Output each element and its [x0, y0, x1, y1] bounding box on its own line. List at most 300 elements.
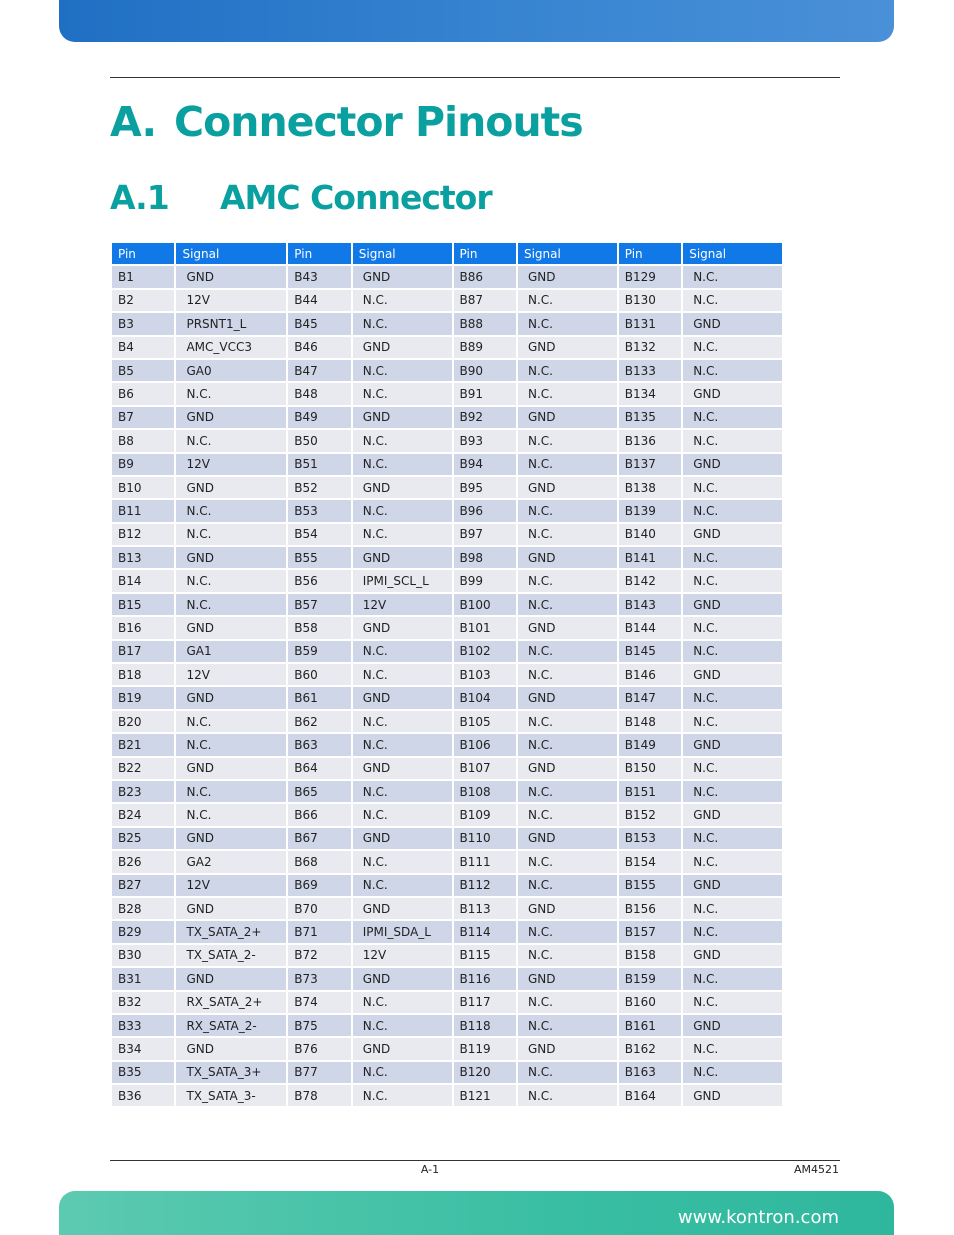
- pin-cell: B44: [288, 290, 350, 311]
- table-row: [112, 266, 782, 287]
- pin-cell: B131: [619, 313, 681, 334]
- pin-cell: B109: [454, 804, 516, 825]
- pin-cell: B69: [288, 875, 350, 896]
- table-row: [112, 430, 782, 451]
- signal-cell: N.C.: [518, 524, 617, 545]
- signal-cell: GND: [518, 1038, 617, 1059]
- signal-cell: N.C.: [176, 711, 286, 732]
- pin-cell: B95: [454, 477, 516, 498]
- signal-cell: N.C.: [683, 266, 782, 287]
- pin-cell: B93: [454, 430, 516, 451]
- signal-cell: GND: [518, 337, 617, 358]
- pin-cell: B65: [288, 781, 350, 802]
- pin-cell: B15: [112, 594, 174, 615]
- pin-cell: B16: [112, 617, 174, 638]
- pin-cell: B132: [619, 337, 681, 358]
- table-row: [112, 1062, 782, 1083]
- signal-cell: TX_SATA_3-: [176, 1085, 286, 1106]
- signal-cell: GND: [353, 898, 452, 919]
- pin-cell: B119: [454, 1038, 516, 1059]
- signal-cell: GND: [176, 617, 286, 638]
- signal-cell: GND: [683, 594, 782, 615]
- signal-cell: N.C.: [353, 875, 452, 896]
- signal-cell: N.C.: [518, 875, 617, 896]
- signal-cell: GND: [683, 524, 782, 545]
- pin-cell: B48: [288, 383, 350, 404]
- signal-cell: N.C.: [518, 804, 617, 825]
- signal-cell: TX_SATA_2+: [176, 921, 286, 942]
- table-row: [112, 968, 782, 989]
- signal-cell: N.C.: [353, 641, 452, 662]
- pin-cell: B153: [619, 828, 681, 849]
- pin-cell: B99: [454, 570, 516, 591]
- signal-cell: N.C.: [683, 828, 782, 849]
- signal-cell: N.C.: [353, 500, 452, 521]
- pin-cell: B136: [619, 430, 681, 451]
- signal-cell: GND: [176, 407, 286, 428]
- pin-cell: B103: [454, 664, 516, 685]
- pin-cell: B161: [619, 1015, 681, 1036]
- pin-cell: B135: [619, 407, 681, 428]
- signal-cell: N.C.: [353, 1015, 452, 1036]
- signal-cell: GND: [353, 687, 452, 708]
- website-link[interactable]: www.kontron.com: [677, 1207, 839, 1228]
- table-body: [112, 266, 782, 1106]
- table-row: [112, 711, 782, 732]
- pin-cell: B18: [112, 664, 174, 685]
- signal-cell: N.C.: [353, 664, 452, 685]
- signal-cell: N.C.: [683, 407, 782, 428]
- signal-cell: N.C.: [683, 1038, 782, 1059]
- pin-cell: B97: [454, 524, 516, 545]
- pin-cell: B63: [288, 734, 350, 755]
- signal-cell: N.C.: [683, 290, 782, 311]
- pin-cell: B11: [112, 500, 174, 521]
- table-row: [112, 337, 782, 358]
- signal-cell: N.C.: [518, 945, 617, 966]
- signal-cell: GND: [683, 875, 782, 896]
- table-row: [112, 290, 782, 311]
- table-row: [112, 570, 782, 591]
- signal-cell: GND: [353, 617, 452, 638]
- pin-cell: B17: [112, 641, 174, 662]
- table-row: [112, 313, 782, 334]
- section-number: A.1: [110, 178, 169, 217]
- pin-cell: B53: [288, 500, 350, 521]
- signal-cell: 12V: [353, 945, 452, 966]
- table-row: [112, 851, 782, 872]
- signal-cell: N.C.: [683, 360, 782, 381]
- pin-cell: B76: [288, 1038, 350, 1059]
- pin-cell: B98: [454, 547, 516, 568]
- table-row: [112, 921, 782, 942]
- signal-cell: N.C.: [176, 383, 286, 404]
- pin-cell: B156: [619, 898, 681, 919]
- signal-cell: N.C.: [683, 851, 782, 872]
- signal-cell: 12V: [353, 594, 452, 615]
- signal-cell: N.C.: [518, 430, 617, 451]
- pin-cell: B115: [454, 945, 516, 966]
- pin-cell: B46: [288, 337, 350, 358]
- signal-cell: N.C.: [683, 898, 782, 919]
- table-row: [112, 454, 782, 475]
- column-header-pin: Pin: [454, 243, 516, 264]
- pin-cell: B150: [619, 758, 681, 779]
- signal-cell: GND: [518, 828, 617, 849]
- table-row: [112, 758, 782, 779]
- signal-cell: GND: [176, 687, 286, 708]
- signal-cell: RX_SATA_2+: [176, 992, 286, 1013]
- pin-cell: B117: [454, 992, 516, 1013]
- pin-cell: B49: [288, 407, 350, 428]
- pin-cell: B61: [288, 687, 350, 708]
- pin-cell: B110: [454, 828, 516, 849]
- signal-cell: GND: [176, 758, 286, 779]
- pin-cell: B50: [288, 430, 350, 451]
- pin-cell: B21: [112, 734, 174, 755]
- signal-cell: N.C.: [353, 1085, 452, 1106]
- signal-cell: N.C.: [176, 524, 286, 545]
- signal-cell: N.C.: [176, 734, 286, 755]
- table-row: [112, 781, 782, 802]
- pin-cell: B142: [619, 570, 681, 591]
- pin-cell: B10: [112, 477, 174, 498]
- signal-cell: GND: [683, 664, 782, 685]
- signal-cell: N.C.: [518, 383, 617, 404]
- signal-cell: N.C.: [683, 337, 782, 358]
- chapter-number: A.: [110, 98, 157, 146]
- pin-cell: B147: [619, 687, 681, 708]
- signal-cell: GND: [353, 828, 452, 849]
- signal-cell: GND: [518, 477, 617, 498]
- table-row: [112, 1085, 782, 1106]
- pin-cell: B87: [454, 290, 516, 311]
- signal-cell: N.C.: [683, 992, 782, 1013]
- signal-cell: N.C.: [683, 477, 782, 498]
- signal-cell: GND: [518, 758, 617, 779]
- signal-cell: N.C.: [683, 570, 782, 591]
- signal-cell: TX_SATA_2-: [176, 945, 286, 966]
- pin-cell: B101: [454, 617, 516, 638]
- pin-cell: B102: [454, 641, 516, 662]
- table-row: [112, 360, 782, 381]
- signal-cell: GND: [683, 454, 782, 475]
- signal-cell: N.C.: [683, 968, 782, 989]
- pin-cell: B129: [619, 266, 681, 287]
- signal-cell: 12V: [176, 875, 286, 896]
- pin-cell: B130: [619, 290, 681, 311]
- table-row: [112, 407, 782, 428]
- pin-cell: B163: [619, 1062, 681, 1083]
- pinout-table: [110, 241, 784, 1108]
- signal-cell: TX_SATA_3+: [176, 1062, 286, 1083]
- pin-cell: B88: [454, 313, 516, 334]
- signal-cell: GND: [353, 1038, 452, 1059]
- pin-cell: B58: [288, 617, 350, 638]
- table-row: [112, 524, 782, 545]
- signal-cell: GND: [353, 407, 452, 428]
- pin-cell: B157: [619, 921, 681, 942]
- pin-cell: B36: [112, 1085, 174, 1106]
- table-row: [112, 477, 782, 498]
- pin-cell: B133: [619, 360, 681, 381]
- table-row: [112, 898, 782, 919]
- signal-cell: GND: [176, 828, 286, 849]
- signal-cell: GND: [683, 945, 782, 966]
- pin-cell: B138: [619, 477, 681, 498]
- pin-cell: B139: [619, 500, 681, 521]
- pin-cell: B108: [454, 781, 516, 802]
- pin-cell: B73: [288, 968, 350, 989]
- pin-cell: B140: [619, 524, 681, 545]
- signal-cell: N.C.: [518, 641, 617, 662]
- pin-cell: B144: [619, 617, 681, 638]
- pin-cell: B45: [288, 313, 350, 334]
- pin-cell: B7: [112, 407, 174, 428]
- pin-cell: B137: [619, 454, 681, 475]
- table-row: [112, 594, 782, 615]
- signal-cell: GND: [518, 407, 617, 428]
- pin-cell: B34: [112, 1038, 174, 1059]
- signal-cell: N.C.: [353, 360, 452, 381]
- pin-cell: B8: [112, 430, 174, 451]
- signal-cell: GND: [683, 734, 782, 755]
- pin-cell: B77: [288, 1062, 350, 1083]
- pin-cell: B14: [112, 570, 174, 591]
- signal-cell: N.C.: [518, 594, 617, 615]
- signal-cell: N.C.: [353, 430, 452, 451]
- signal-cell: N.C.: [176, 500, 286, 521]
- pin-cell: B30: [112, 945, 174, 966]
- pin-cell: B68: [288, 851, 350, 872]
- signal-cell: N.C.: [518, 570, 617, 591]
- signal-cell: N.C.: [683, 687, 782, 708]
- pin-cell: B116: [454, 968, 516, 989]
- table-row: [112, 617, 782, 638]
- table-row: [112, 804, 782, 825]
- pin-cell: B60: [288, 664, 350, 685]
- signal-cell: N.C.: [518, 360, 617, 381]
- signal-cell: GND: [683, 1085, 782, 1106]
- column-header-pin: Pin: [112, 243, 174, 264]
- signal-cell: RX_SATA_2-: [176, 1015, 286, 1036]
- signal-cell: N.C.: [353, 454, 452, 475]
- pin-cell: B134: [619, 383, 681, 404]
- table-row: [112, 992, 782, 1013]
- signal-cell: N.C.: [353, 851, 452, 872]
- pin-cell: B33: [112, 1015, 174, 1036]
- pin-cell: B159: [619, 968, 681, 989]
- pin-cell: B100: [454, 594, 516, 615]
- pin-cell: B146: [619, 664, 681, 685]
- signal-cell: GND: [176, 898, 286, 919]
- table-row: [112, 687, 782, 708]
- signal-cell: N.C.: [518, 1062, 617, 1083]
- pin-cell: B118: [454, 1015, 516, 1036]
- pin-cell: B96: [454, 500, 516, 521]
- pin-cell: B74: [288, 992, 350, 1013]
- signal-cell: N.C.: [353, 781, 452, 802]
- pin-cell: B113: [454, 898, 516, 919]
- signal-cell: N.C.: [683, 921, 782, 942]
- pin-cell: B54: [288, 524, 350, 545]
- pin-cell: B62: [288, 711, 350, 732]
- signal-cell: 12V: [176, 454, 286, 475]
- column-header-pin: Pin: [288, 243, 350, 264]
- pin-cell: B43: [288, 266, 350, 287]
- signal-cell: N.C.: [518, 992, 617, 1013]
- pin-cell: B27: [112, 875, 174, 896]
- pin-cell: B1: [112, 266, 174, 287]
- signal-cell: GND: [176, 477, 286, 498]
- pin-cell: B162: [619, 1038, 681, 1059]
- signal-cell: N.C.: [518, 734, 617, 755]
- pin-cell: B29: [112, 921, 174, 942]
- pin-cell: B13: [112, 547, 174, 568]
- pin-cell: B20: [112, 711, 174, 732]
- signal-cell: N.C.: [683, 711, 782, 732]
- pin-cell: B91: [454, 383, 516, 404]
- pin-cell: B92: [454, 407, 516, 428]
- pin-cell: B90: [454, 360, 516, 381]
- signal-cell: N.C.: [353, 383, 452, 404]
- pin-cell: B111: [454, 851, 516, 872]
- section-title: [110, 178, 492, 217]
- header-band: [59, 0, 894, 42]
- pin-cell: B145: [619, 641, 681, 662]
- pin-cell: B5: [112, 360, 174, 381]
- pin-cell: B154: [619, 851, 681, 872]
- pin-cell: B148: [619, 711, 681, 732]
- table-header-row: [112, 243, 782, 264]
- pin-cell: B57: [288, 594, 350, 615]
- pin-cell: B151: [619, 781, 681, 802]
- pin-cell: B32: [112, 992, 174, 1013]
- signal-cell: GND: [353, 758, 452, 779]
- signal-cell: GND: [176, 266, 286, 287]
- pin-cell: B164: [619, 1085, 681, 1106]
- signal-cell: PRSNT1_L: [176, 313, 286, 334]
- column-header-signal: Signal: [176, 243, 286, 264]
- pin-cell: B158: [619, 945, 681, 966]
- table-row: [112, 1015, 782, 1036]
- signal-cell: N.C.: [353, 734, 452, 755]
- signal-cell: GA0: [176, 360, 286, 381]
- signal-cell: GND: [353, 266, 452, 287]
- column-header-signal: Signal: [683, 243, 782, 264]
- signal-cell: N.C.: [518, 1085, 617, 1106]
- table-row: [112, 1038, 782, 1059]
- pin-cell: B78: [288, 1085, 350, 1106]
- pin-cell: B26: [112, 851, 174, 872]
- signal-cell: AMC_VCC3: [176, 337, 286, 358]
- pin-cell: B70: [288, 898, 350, 919]
- pin-cell: B86: [454, 266, 516, 287]
- signal-cell: N.C.: [353, 524, 452, 545]
- pin-cell: B3: [112, 313, 174, 334]
- signal-cell: 12V: [176, 290, 286, 311]
- table-row: [112, 664, 782, 685]
- pin-cell: B25: [112, 828, 174, 849]
- signal-cell: GA2: [176, 851, 286, 872]
- pin-cell: B52: [288, 477, 350, 498]
- pin-cell: B72: [288, 945, 350, 966]
- signal-cell: GND: [353, 337, 452, 358]
- signal-cell: N.C.: [176, 594, 286, 615]
- pin-cell: B56: [288, 570, 350, 591]
- pin-cell: B12: [112, 524, 174, 545]
- pin-cell: B160: [619, 992, 681, 1013]
- bottom-divider: [110, 1160, 840, 1161]
- pin-cell: B47: [288, 360, 350, 381]
- signal-cell: N.C.: [353, 290, 452, 311]
- signal-cell: GND: [518, 547, 617, 568]
- signal-cell: N.C.: [683, 430, 782, 451]
- pin-cell: B89: [454, 337, 516, 358]
- pin-cell: B75: [288, 1015, 350, 1036]
- signal-cell: N.C.: [518, 1015, 617, 1036]
- signal-cell: GND: [176, 1038, 286, 1059]
- pin-cell: B67: [288, 828, 350, 849]
- signal-cell: 12V: [176, 664, 286, 685]
- signal-cell: N.C.: [176, 570, 286, 591]
- section-title-text: AMC Connector: [220, 178, 492, 217]
- pin-cell: B104: [454, 687, 516, 708]
- signal-cell: GND: [683, 1015, 782, 1036]
- signal-cell: IPMI_SDA_L: [353, 921, 452, 942]
- column-header-signal: Signal: [353, 243, 452, 264]
- signal-cell: GND: [353, 547, 452, 568]
- signal-cell: N.C.: [353, 992, 452, 1013]
- pin-cell: B59: [288, 641, 350, 662]
- pin-cell: B71: [288, 921, 350, 942]
- table-row: [112, 547, 782, 568]
- signal-cell: N.C.: [683, 500, 782, 521]
- pin-cell: B9: [112, 454, 174, 475]
- pin-cell: B155: [619, 875, 681, 896]
- pin-cell: B35: [112, 1062, 174, 1083]
- table-row: [112, 500, 782, 521]
- signal-cell: GND: [518, 968, 617, 989]
- column-header-pin: Pin: [619, 243, 681, 264]
- signal-cell: GA1: [176, 641, 286, 662]
- signal-cell: GND: [176, 547, 286, 568]
- signal-cell: GND: [353, 968, 452, 989]
- signal-cell: N.C.: [683, 547, 782, 568]
- signal-cell: N.C.: [518, 290, 617, 311]
- signal-cell: GND: [683, 313, 782, 334]
- table-row: [112, 945, 782, 966]
- pin-cell: B107: [454, 758, 516, 779]
- signal-cell: GND: [518, 617, 617, 638]
- table-row: [112, 875, 782, 896]
- table-row: [112, 828, 782, 849]
- pin-cell: B28: [112, 898, 174, 919]
- pin-cell: B143: [619, 594, 681, 615]
- pin-cell: B149: [619, 734, 681, 755]
- signal-cell: N.C.: [176, 781, 286, 802]
- signal-cell: GND: [683, 804, 782, 825]
- top-divider: [110, 77, 840, 78]
- pin-cell: B114: [454, 921, 516, 942]
- pin-cell: B141: [619, 547, 681, 568]
- signal-cell: N.C.: [353, 711, 452, 732]
- signal-cell: GND: [518, 266, 617, 287]
- pin-cell: B4: [112, 337, 174, 358]
- signal-cell: N.C.: [353, 804, 452, 825]
- pin-cell: B55: [288, 547, 350, 568]
- pin-cell: B23: [112, 781, 174, 802]
